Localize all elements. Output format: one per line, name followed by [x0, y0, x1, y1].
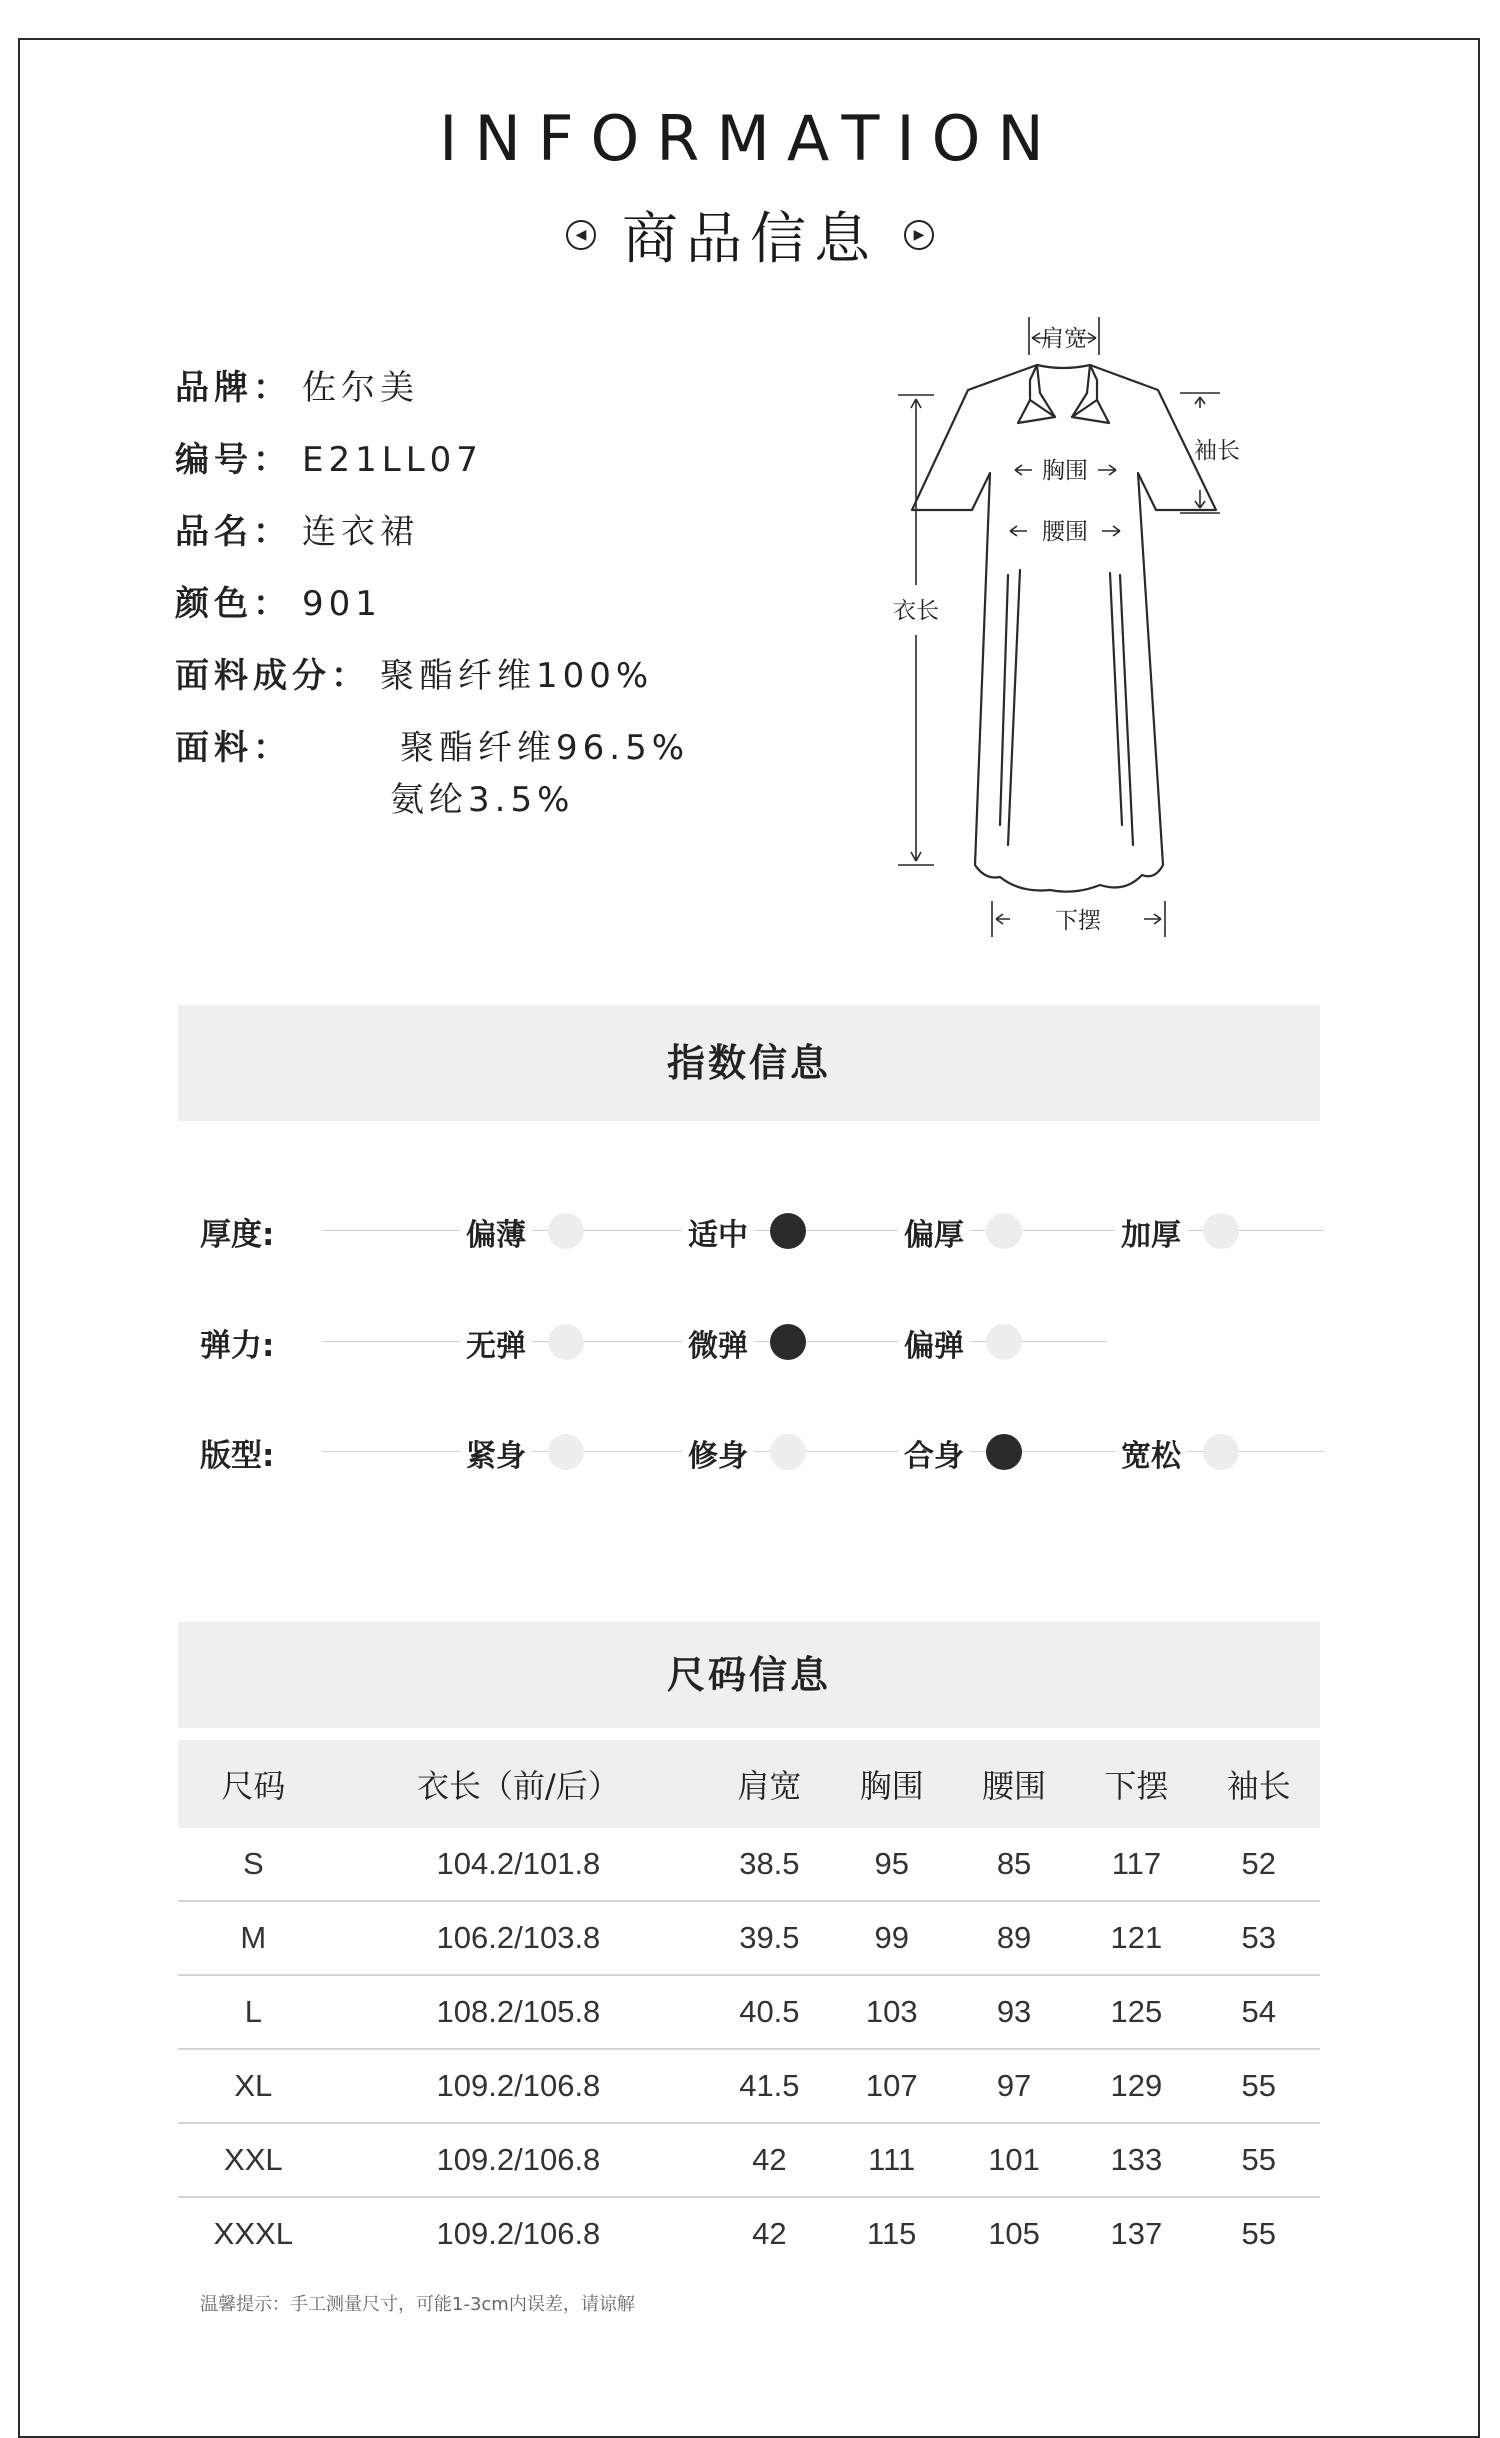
info-value: 901 [302, 584, 382, 624]
info-value: 连衣裙 [302, 512, 419, 552]
table-cell: 55 [1198, 2123, 1320, 2197]
col-header: 衣长（前/后） [329, 1740, 709, 1828]
table-cell: 104.2/101.8 [329, 1828, 709, 1901]
label-shoulder: 肩宽 [1041, 326, 1087, 352]
table-cell: XXXL [213, 2216, 293, 2251]
table-cell: 133 [1075, 2123, 1197, 2197]
info-key: 编号： [175, 440, 292, 480]
index-section-title: 指数信息 [178, 1005, 1320, 1121]
table-cell: 111 [831, 2123, 953, 2197]
col-header: 下摆 [1075, 1740, 1197, 1828]
table-cell: 42 [708, 2123, 830, 2197]
size-section-title: 尺码信息 [178, 1622, 1320, 1728]
info-code [175, 432, 483, 481]
label-waist: 腰围 [1042, 519, 1088, 545]
info-value: E21LL07 [302, 440, 483, 480]
table-cell: 53 [1198, 1901, 1320, 1975]
info-name [175, 504, 419, 553]
measurement-note: 温馨提示：手工测量尺寸，可能1-3cm内误差，请谅解 [200, 2294, 635, 2315]
table-cell: 105 [988, 2216, 1040, 2251]
index-option-label: 无弹 [460, 1321, 532, 1365]
info-key: 品名： [175, 512, 292, 552]
col-header: 腰围 [953, 1740, 1075, 1828]
info-color [175, 576, 382, 625]
dress-outline [912, 365, 1216, 892]
index-option-label: 偏厚 [898, 1210, 970, 1254]
col-header: 胸围 [831, 1740, 953, 1828]
table-cell: 115 [867, 2216, 917, 2251]
dress-diagram [880, 305, 1260, 955]
index-dot [548, 1213, 584, 1249]
info-value: 聚酯纤维100% [380, 656, 654, 696]
index-row-label: 弹力: [200, 1328, 275, 1364]
table-cell: 93 [953, 1975, 1075, 2049]
label-hem: 下摆 [1055, 908, 1101, 934]
table-row [178, 1901, 1320, 1975]
left-arrow-icon: ◀ [566, 220, 596, 250]
table-cell: 106.2/103.8 [329, 1901, 709, 1975]
right-arrow-icon: ▶ [904, 220, 934, 250]
table-cell: 103 [831, 1975, 953, 2049]
col-header: 尺码 [178, 1740, 329, 1828]
table-row [178, 1975, 1320, 2049]
table-cell: 40.5 [708, 1975, 830, 2049]
table-cell: 42 [752, 2216, 787, 2251]
label-chest: 胸围 [1042, 458, 1088, 484]
index-selected-dot [770, 1324, 806, 1360]
table-row [178, 2049, 1320, 2123]
index-option-label: 偏弹 [898, 1321, 970, 1365]
info-key: 颜色： [175, 584, 292, 624]
index-dot [770, 1434, 806, 1470]
info-value-2: 氨纶3.5% [390, 780, 575, 820]
index-option-label: 微弹 [682, 1321, 754, 1365]
index-option-label: 宽松 [1115, 1431, 1187, 1475]
table-cell: 99 [831, 1901, 953, 1975]
label-length: 衣长 [893, 598, 939, 624]
info-key: 面料成分： [175, 656, 370, 696]
info-value: 聚酯纤维96.5% [400, 728, 690, 768]
table-cell: 107 [831, 2049, 953, 2123]
table-cell: 109.2/106.8 [436, 2216, 601, 2251]
table-cell: 39.5 [708, 1901, 830, 1975]
index-selected-dot [986, 1434, 1022, 1470]
index-row-label: 厚度: [200, 1217, 275, 1253]
index-row-label: 版型: [200, 1438, 275, 1474]
size-table [178, 1740, 1320, 2270]
index-option-label: 合身 [898, 1431, 970, 1475]
index-dot [1203, 1434, 1239, 1470]
size-table-header [178, 1740, 1320, 1828]
table-row [178, 2197, 1320, 2270]
table-cell: L [178, 1975, 329, 2049]
info-fabric [175, 720, 690, 820]
index-dot [986, 1324, 1022, 1360]
table-row [178, 2123, 1320, 2197]
info-key: 品牌： [175, 368, 292, 408]
table-cell: 109.2/106.8 [329, 2123, 709, 2197]
table-cell: 108.2/105.8 [329, 1975, 709, 2049]
page-title-cn: 商品信息 [622, 207, 878, 272]
index-dot [548, 1324, 584, 1360]
index-selected-dot [770, 1213, 806, 1249]
table-cell: S [178, 1828, 329, 1901]
table-cell: M [178, 1901, 329, 1975]
col-header: 袖长 [1198, 1740, 1320, 1828]
index-option-label: 紧身 [460, 1431, 532, 1475]
table-cell: 137 [1110, 2216, 1163, 2251]
table-cell: XL [178, 2049, 329, 2123]
table-cell: 41.5 [708, 2049, 830, 2123]
index-dot [548, 1434, 584, 1470]
index-option-label: 适中 [682, 1210, 754, 1254]
table-cell: 38.5 [708, 1828, 830, 1901]
index-option-label: 修身 [682, 1431, 754, 1475]
table-cell: 89 [953, 1901, 1075, 1975]
info-brand [175, 360, 419, 409]
col-header: 肩宽 [708, 1740, 830, 1828]
page-title-row [0, 195, 1500, 275]
table-cell: 121 [1075, 1901, 1197, 1975]
table-cell: 55 [1241, 2216, 1277, 2251]
table-cell: 125 [1075, 1975, 1197, 2049]
page-title-en: INFORMATION [439, 102, 1061, 175]
dress-collar [1030, 365, 1055, 417]
table-cell: 95 [831, 1828, 953, 1901]
info-value: 佐尔美 [302, 368, 419, 408]
index-dot [986, 1213, 1022, 1249]
table-cell: 109.2/106.8 [329, 2049, 709, 2123]
table-row [178, 1828, 1320, 1901]
table-cell: 101 [953, 2123, 1075, 2197]
table-cell: 54 [1198, 1975, 1320, 2049]
table-cell: 117 [1075, 1828, 1197, 1901]
info-composition [175, 648, 653, 697]
index-option-label: 加厚 [1115, 1210, 1187, 1254]
info-key: 面料： [175, 728, 292, 768]
table-cell: 129 [1075, 2049, 1197, 2123]
label-sleeve: 袖长 [1194, 438, 1240, 464]
index-option-label: 偏薄 [460, 1210, 532, 1254]
table-cell: 97 [953, 2049, 1075, 2123]
table-cell: 55 [1198, 2049, 1320, 2123]
table-cell: 85 [953, 1828, 1075, 1901]
table-cell: 52 [1198, 1828, 1320, 1901]
index-dot [1203, 1213, 1239, 1249]
table-cell: XXL [178, 2123, 329, 2197]
